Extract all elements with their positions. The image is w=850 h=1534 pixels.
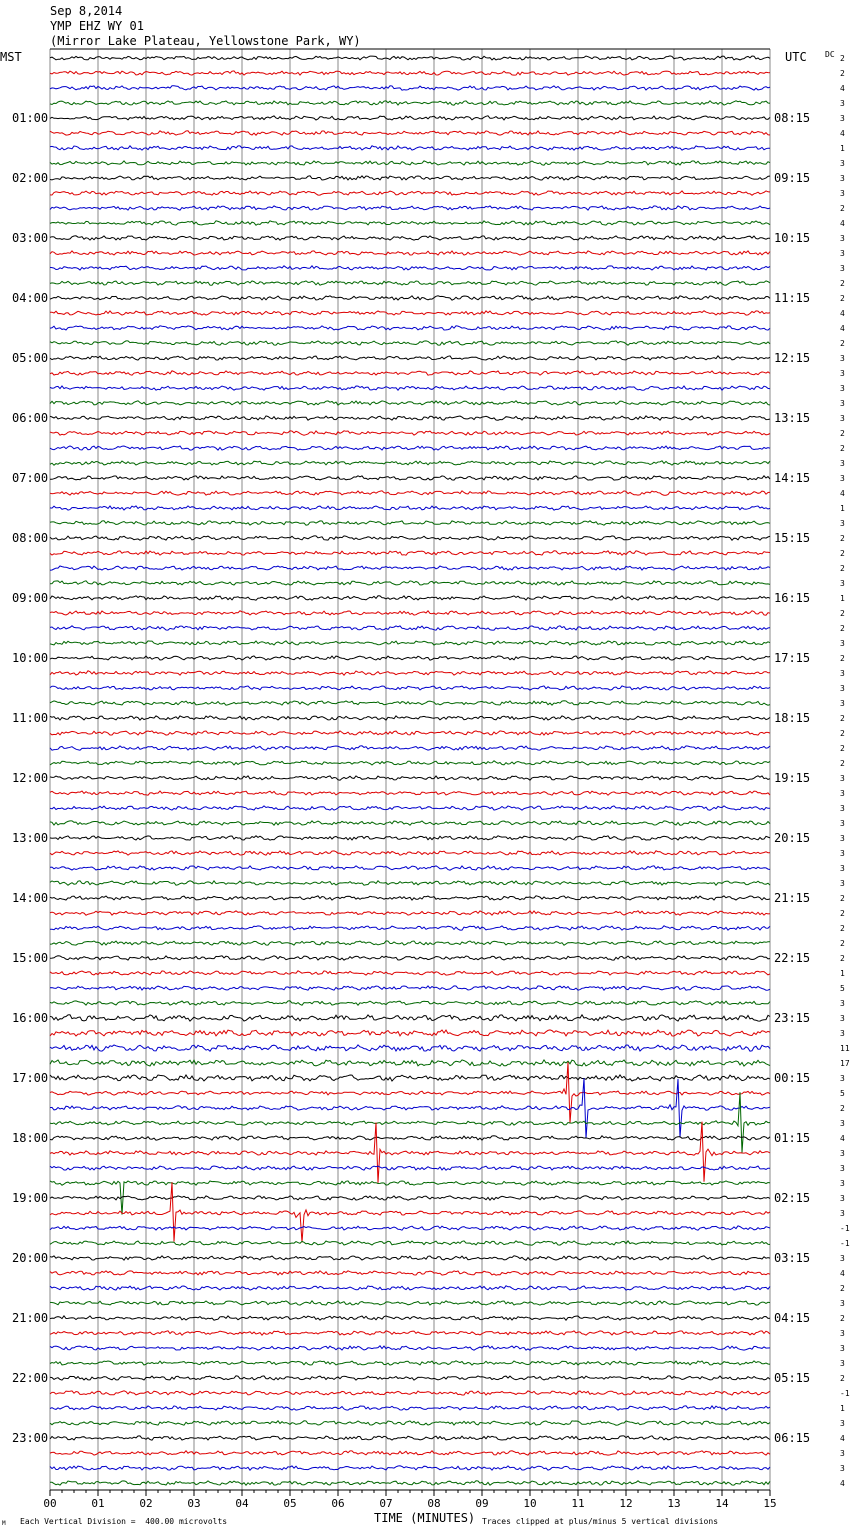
trace-line bbox=[50, 251, 770, 255]
x-tick-label: 10 bbox=[523, 1497, 537, 1510]
trace-line bbox=[50, 1075, 770, 1081]
x-axis-label: TIME (MINUTES) bbox=[374, 1511, 476, 1525]
dc-offset-label: 3 bbox=[840, 174, 845, 183]
dc-offset-label: 2 bbox=[840, 759, 845, 768]
dc-offset-label: 4 bbox=[840, 489, 845, 498]
x-tick-label: 04 bbox=[235, 1497, 249, 1510]
x-tick-label: 09 bbox=[475, 1497, 489, 1510]
dc-offset-label: 5 bbox=[840, 1089, 845, 1098]
mst-hour-label: 08:00 bbox=[12, 531, 49, 545]
dc-offset-label: 3 bbox=[840, 264, 845, 273]
trace-line bbox=[50, 446, 770, 450]
trace-line bbox=[50, 671, 770, 675]
dc-offset-label: 4 bbox=[840, 129, 845, 138]
trace-line bbox=[50, 1301, 770, 1305]
utc-hour-label: 17:15 bbox=[774, 651, 811, 665]
utc-hour-label: 05:15 bbox=[774, 1371, 811, 1385]
trace-line bbox=[50, 866, 770, 870]
trace-line bbox=[50, 1271, 770, 1275]
dc-offset-label: 3 bbox=[840, 1329, 845, 1338]
dc-offset-label: 11 bbox=[840, 1044, 850, 1053]
mst-hour-label: 23:00 bbox=[12, 1431, 49, 1445]
trace-line bbox=[50, 491, 770, 495]
mst-hour-label: 16:00 bbox=[12, 1011, 49, 1025]
dc-offset-label: 2 bbox=[840, 624, 845, 633]
x-tick-label: 12 bbox=[619, 1497, 633, 1510]
x-tick-label: 14 bbox=[715, 1497, 729, 1510]
trace-line bbox=[50, 761, 770, 765]
trace-line bbox=[50, 326, 770, 330]
trace-line bbox=[50, 851, 770, 855]
mst-hour-label: 14:00 bbox=[12, 891, 49, 905]
dc-offset-label: 2 bbox=[840, 429, 845, 438]
x-tick-label: 13 bbox=[667, 1497, 681, 1510]
trace-line bbox=[50, 641, 770, 645]
trace-line bbox=[50, 296, 770, 300]
mst-hour-label: 07:00 bbox=[12, 471, 49, 485]
dc-offset-label: 2 bbox=[840, 729, 845, 738]
utc-hour-label: 06:15 bbox=[774, 1431, 811, 1445]
mst-hour-label: 01:00 bbox=[12, 111, 49, 125]
trace-line bbox=[50, 71, 770, 75]
dc-offset-label: 2 bbox=[840, 279, 845, 288]
dc-offset-label: 3 bbox=[840, 519, 845, 528]
dc-offset-label: 3 bbox=[840, 1029, 845, 1038]
utc-hour-label: 20:15 bbox=[774, 831, 811, 845]
dc-offset-label: 2 bbox=[840, 564, 845, 573]
dc-offset-label: 3 bbox=[840, 864, 845, 873]
dc-offset-label: 1 bbox=[840, 594, 845, 603]
dc-offset-label: 3 bbox=[840, 399, 845, 408]
dc-offset-label: 2 bbox=[840, 654, 845, 663]
dc-offset-label: -1 bbox=[840, 1239, 850, 1248]
dc-offset-label: 2 bbox=[840, 69, 845, 78]
mst-hour-label: 19:00 bbox=[12, 1191, 49, 1205]
trace-line bbox=[50, 536, 770, 540]
dc-offset-label: 2 bbox=[840, 54, 845, 63]
dc-offset-label: 3 bbox=[840, 1299, 845, 1308]
utc-hour-label: 12:15 bbox=[774, 351, 811, 365]
x-tick-label: 03 bbox=[187, 1497, 201, 1510]
trace-line bbox=[50, 401, 770, 405]
trace-line bbox=[50, 836, 770, 840]
left-axis-label: MST bbox=[0, 50, 22, 64]
dc-offset-label: 2 bbox=[840, 909, 845, 918]
trace-line bbox=[50, 1226, 770, 1230]
trace-line bbox=[50, 1166, 770, 1170]
dc-offset-label: 2 bbox=[840, 744, 845, 753]
dc-offset-label: 3 bbox=[840, 459, 845, 468]
utc-hour-label: 04:15 bbox=[774, 1311, 811, 1325]
dc-offset-label: 3 bbox=[840, 1449, 845, 1458]
dc-offset-label: 3 bbox=[840, 1209, 845, 1218]
dc-offset-label: 3 bbox=[840, 384, 845, 393]
dc-offset-label: 2 bbox=[840, 294, 845, 303]
trace-line bbox=[50, 131, 770, 135]
utc-hour-label: 18:15 bbox=[774, 711, 811, 725]
dc-offset-label: 3 bbox=[840, 414, 845, 423]
dc-offset-label: 1 bbox=[840, 504, 845, 513]
dc-offset-label: 17 bbox=[840, 1059, 850, 1068]
utc-hour-label: 02:15 bbox=[774, 1191, 811, 1205]
x-tick-label: 02 bbox=[139, 1497, 153, 1510]
trace-line bbox=[50, 386, 770, 390]
dc-offset-label: 3 bbox=[840, 789, 845, 798]
plot-station: YMP EHZ WY 01 bbox=[50, 19, 144, 33]
dc-offset-label: 3 bbox=[840, 579, 845, 588]
mst-hour-label: 15:00 bbox=[12, 951, 49, 965]
dc-offset-label: 3 bbox=[840, 474, 845, 483]
mst-hour-label: 13:00 bbox=[12, 831, 49, 845]
dc-offset-label: 2 bbox=[840, 1314, 845, 1323]
trace-line bbox=[50, 1361, 770, 1365]
trace-line bbox=[50, 941, 770, 945]
trace-line bbox=[50, 1331, 770, 1335]
utc-hour-label: 15:15 bbox=[774, 531, 811, 545]
trace-line bbox=[50, 56, 770, 60]
dc-offset-label: 2 bbox=[840, 534, 845, 543]
mst-hour-label: 06:00 bbox=[12, 411, 49, 425]
dc-offset-label: 1 bbox=[840, 1404, 845, 1413]
x-tick-label: 00 bbox=[43, 1497, 57, 1510]
dc-offset-label: 4 bbox=[840, 324, 845, 333]
dc-offset-label: 3 bbox=[840, 114, 845, 123]
dc-offset-label: 2 bbox=[840, 1284, 845, 1293]
dc-offset-label: 4 bbox=[840, 1269, 845, 1278]
trace-line bbox=[50, 731, 770, 735]
dc-offset-label: 3 bbox=[840, 1344, 845, 1353]
dc-offset-label: 2 bbox=[840, 549, 845, 558]
dc-label: DC bbox=[825, 50, 835, 59]
mst-hour-label: 03:00 bbox=[12, 231, 49, 245]
dc-offset-label: 3 bbox=[840, 99, 845, 108]
trace-line bbox=[50, 956, 770, 960]
x-tick-label: 01 bbox=[91, 1497, 105, 1510]
mst-hour-label: 12:00 bbox=[12, 771, 49, 785]
trace-line bbox=[50, 1062, 770, 1123]
scale-note: Each Vertical Division = 400.00 microvolts bbox=[20, 1517, 228, 1526]
clip-note: Traces clipped at plus/minus 5 vertical divisions bbox=[482, 1517, 719, 1526]
trace-line bbox=[50, 581, 770, 585]
trace-line bbox=[50, 461, 770, 465]
x-tick-label: 06 bbox=[331, 1497, 345, 1510]
utc-hour-label: 19:15 bbox=[774, 771, 811, 785]
dc-offset-label: 3 bbox=[840, 354, 845, 363]
x-tick-label: 11 bbox=[571, 1497, 585, 1510]
dc-offset-label: 2 bbox=[840, 894, 845, 903]
trace-line bbox=[50, 476, 770, 480]
trace-line bbox=[50, 1466, 770, 1470]
trace-line bbox=[50, 881, 770, 885]
trace-line bbox=[50, 806, 770, 810]
dc-offset-label: 3 bbox=[840, 1074, 845, 1083]
utc-hour-label: 11:15 bbox=[774, 291, 811, 305]
trace-line bbox=[50, 1316, 770, 1320]
dc-offset-label: -1 bbox=[840, 1389, 850, 1398]
dc-offset-label: 3 bbox=[840, 1149, 845, 1158]
dc-offset-label: 3 bbox=[840, 1014, 845, 1023]
dc-offset-label: 3 bbox=[840, 189, 845, 198]
trace-line bbox=[50, 1122, 770, 1183]
dc-offset-label: 3 bbox=[840, 1254, 845, 1263]
trace-line bbox=[50, 191, 770, 195]
dc-offset-label: 2 bbox=[840, 954, 845, 963]
trace-line bbox=[50, 1196, 770, 1200]
dc-offset-label: 2 bbox=[840, 339, 845, 348]
trace-line bbox=[50, 1030, 770, 1036]
trace-line bbox=[50, 776, 770, 780]
dc-offset-label: 3 bbox=[840, 234, 845, 243]
trace-line bbox=[50, 206, 770, 210]
trace-line bbox=[50, 716, 770, 720]
mst-hour-label: 02:00 bbox=[12, 171, 49, 185]
dc-offset-label: 3 bbox=[840, 1119, 845, 1128]
utc-hour-label: 22:15 bbox=[774, 951, 811, 965]
trace-line bbox=[50, 311, 770, 315]
dc-offset-label: 3 bbox=[840, 1359, 845, 1368]
trace-line bbox=[50, 1060, 770, 1066]
trace-line bbox=[50, 266, 770, 270]
trace-line bbox=[50, 926, 770, 930]
trace-line bbox=[50, 701, 770, 705]
trace-line bbox=[50, 1421, 770, 1425]
dc-offset-label: 2 bbox=[840, 609, 845, 618]
trace-line bbox=[50, 986, 770, 990]
dc-offset-label: 3 bbox=[840, 1164, 845, 1173]
utc-hour-label: 09:15 bbox=[774, 171, 811, 185]
trace-line bbox=[50, 911, 770, 915]
dc-offset-label: 1 bbox=[840, 144, 845, 153]
trace-line bbox=[50, 626, 770, 630]
trace-line bbox=[50, 1136, 770, 1140]
dc-offset-label: 5 bbox=[840, 984, 845, 993]
trace-line bbox=[50, 1078, 770, 1138]
trace-line bbox=[50, 1001, 770, 1005]
utc-hour-label: 01:15 bbox=[774, 1131, 811, 1145]
trace-line bbox=[50, 116, 770, 120]
dc-offset-label: 3 bbox=[840, 774, 845, 783]
utc-hour-label: 00:15 bbox=[774, 1071, 811, 1085]
trace-line bbox=[50, 281, 770, 285]
trace-line bbox=[50, 656, 770, 660]
trace-line bbox=[50, 746, 770, 750]
dc-offset-label: 3 bbox=[840, 834, 845, 843]
trace-line bbox=[50, 1436, 770, 1440]
trace-line bbox=[50, 86, 770, 90]
utc-hour-label: 21:15 bbox=[774, 891, 811, 905]
dc-offset-label: 2 bbox=[840, 1374, 845, 1383]
dc-offset-label: 3 bbox=[840, 999, 845, 1008]
trace-line bbox=[50, 821, 770, 825]
trace-line bbox=[50, 1376, 770, 1380]
utc-hour-label: 14:15 bbox=[774, 471, 811, 485]
trace-line bbox=[50, 896, 770, 900]
dc-offset-label: 4 bbox=[840, 1479, 845, 1488]
trace-line bbox=[50, 101, 770, 105]
trace-line bbox=[50, 1092, 770, 1152]
corner-mark: M bbox=[2, 1520, 6, 1527]
x-tick-label: 15 bbox=[763, 1497, 777, 1510]
trace-line bbox=[50, 371, 770, 375]
trace-line bbox=[50, 686, 770, 690]
x-tick-label: 05 bbox=[283, 1497, 297, 1510]
dc-offset-label: 3 bbox=[840, 849, 845, 858]
dc-offset-label: 3 bbox=[840, 699, 845, 708]
dc-offset-label: 3 bbox=[840, 804, 845, 813]
utc-hour-label: 08:15 bbox=[774, 111, 811, 125]
dc-offset-label: 3 bbox=[840, 249, 845, 258]
dc-offset-label: 4 bbox=[840, 1134, 845, 1143]
dc-offset-label: 3 bbox=[840, 669, 845, 678]
mst-hour-label: 05:00 bbox=[12, 351, 49, 365]
dc-offset-label: 3 bbox=[840, 1179, 845, 1188]
trace-line bbox=[50, 1451, 770, 1455]
utc-hour-label: 16:15 bbox=[774, 591, 811, 605]
trace-line bbox=[50, 161, 770, 165]
trace-line bbox=[50, 1391, 770, 1395]
dc-offset-label: 2 bbox=[840, 444, 845, 453]
trace-line bbox=[50, 1286, 770, 1290]
utc-hour-label: 13:15 bbox=[774, 411, 811, 425]
trace-line bbox=[50, 506, 770, 510]
plot-location: (Mirror Lake Plateau, Yellowstone Park, WY) bbox=[50, 34, 361, 48]
dc-offset-label: 3 bbox=[840, 684, 845, 693]
trace-line bbox=[50, 221, 770, 225]
trace-line bbox=[50, 356, 770, 360]
mst-hour-label: 22:00 bbox=[12, 1371, 49, 1385]
dc-offset-label: 1 bbox=[840, 969, 845, 978]
trace-line bbox=[50, 146, 770, 150]
mst-hour-label: 09:00 bbox=[12, 591, 49, 605]
dc-offset-label: 2 bbox=[840, 924, 845, 933]
trace-line bbox=[50, 971, 770, 975]
mst-hour-label: 11:00 bbox=[12, 711, 49, 725]
dc-offset-label: 2 bbox=[840, 714, 845, 723]
trace-line bbox=[50, 551, 770, 555]
trace-line bbox=[50, 1015, 770, 1021]
mst-hour-label: 18:00 bbox=[12, 1131, 49, 1145]
trace-line bbox=[50, 176, 770, 180]
trace-line bbox=[50, 1346, 770, 1350]
utc-hour-label: 03:15 bbox=[774, 1251, 811, 1265]
dc-offset-label: 4 bbox=[840, 309, 845, 318]
dc-offset-label: 2 bbox=[840, 204, 845, 213]
mst-hour-label: 17:00 bbox=[12, 1071, 49, 1085]
trace-line bbox=[50, 521, 770, 525]
right-axis-label: UTC bbox=[785, 50, 807, 64]
trace-line bbox=[50, 236, 770, 240]
dc-offset-label: 3 bbox=[840, 1464, 845, 1473]
mst-hour-label: 21:00 bbox=[12, 1311, 49, 1325]
trace-line bbox=[50, 1406, 770, 1410]
dc-offset-label: 3 bbox=[840, 159, 845, 168]
trace-line bbox=[50, 1182, 770, 1242]
dc-offset-label: 3 bbox=[840, 639, 845, 648]
dc-offset-label: 3 bbox=[840, 1194, 845, 1203]
trace-line bbox=[50, 566, 770, 570]
dc-offset-label: 2 bbox=[840, 1104, 845, 1113]
utc-hour-label: 23:15 bbox=[774, 1011, 811, 1025]
utc-hour-label: 10:15 bbox=[774, 231, 811, 245]
trace-line bbox=[50, 1256, 770, 1260]
trace-line bbox=[50, 341, 770, 345]
dc-offset-label: 3 bbox=[840, 879, 845, 888]
trace-line bbox=[50, 596, 770, 600]
trace-line bbox=[50, 416, 770, 420]
dc-offset-label: 3 bbox=[840, 819, 845, 828]
dc-offset-label: -1 bbox=[840, 1224, 850, 1233]
plot-date: Sep 8,2014 bbox=[50, 4, 123, 18]
trace-line bbox=[50, 1045, 770, 1051]
trace-line bbox=[50, 611, 770, 615]
mst-hour-label: 10:00 bbox=[12, 651, 49, 665]
x-tick-label: 08 bbox=[427, 1497, 441, 1510]
dc-offset-label: 3 bbox=[840, 1419, 845, 1428]
mst-hour-label: 04:00 bbox=[12, 291, 49, 305]
x-tick-label: 07 bbox=[379, 1497, 393, 1510]
trace-line bbox=[50, 1481, 770, 1485]
mst-hour-label: 20:00 bbox=[12, 1251, 49, 1265]
trace-line bbox=[50, 431, 770, 435]
dc-offset-label: 4 bbox=[840, 219, 845, 228]
trace-line bbox=[50, 1241, 770, 1245]
dc-offset-label: 3 bbox=[840, 369, 845, 378]
dc-offset-label: 4 bbox=[840, 1434, 845, 1443]
dc-offset-label: 2 bbox=[840, 939, 845, 948]
dc-offset-label: 4 bbox=[840, 84, 845, 93]
trace-line bbox=[50, 791, 770, 795]
